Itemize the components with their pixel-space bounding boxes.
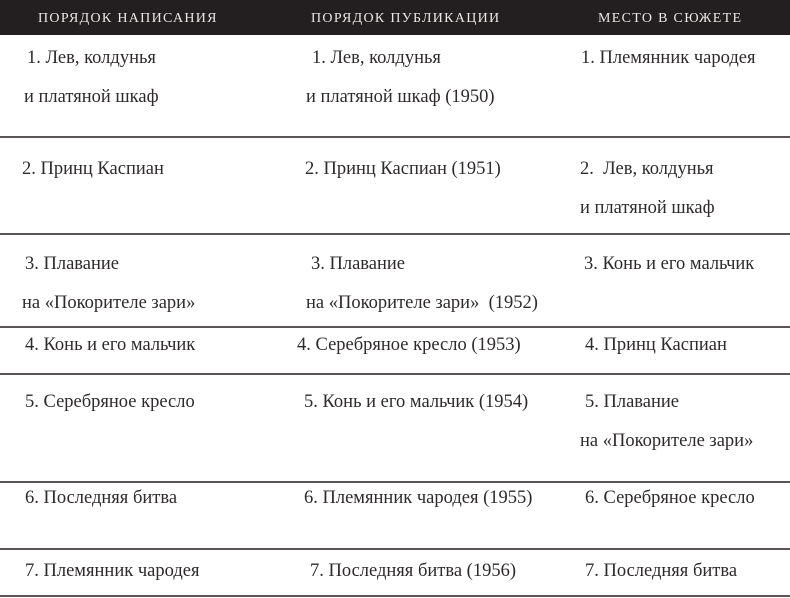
cell-line: 3. Конь и его мальчик: [584, 254, 755, 274]
cell-line: 4. Серебряное кресло (1953): [297, 335, 521, 355]
cell-writing-order: [22, 249, 195, 327]
table-row: [0, 35, 790, 138]
cell-writing-order: [24, 43, 159, 121]
cell-publication-order: [304, 387, 528, 426]
cell-line: 6. Серебряное кресло: [585, 488, 755, 508]
cell-line: на «Покорителе зари»: [22, 293, 196, 313]
cell-line: 2. Принц Каспиан (1951): [305, 159, 501, 179]
cell-line: 7. Последняя битва (1956): [310, 561, 516, 581]
cell-line: на «Покорителе зари» (1952): [306, 293, 538, 313]
cell-line: 5. Конь и его мальчик (1954): [304, 392, 529, 412]
table-header: [0, 0, 790, 35]
cell-story-order: [584, 249, 754, 288]
cell-line: 2. Принц Каспиан: [22, 159, 164, 179]
cell-publication-order: [305, 154, 501, 193]
cell-line: 6. Последняя битва: [25, 488, 178, 508]
cell-writing-order: [25, 330, 195, 369]
table-row: [0, 550, 790, 597]
cell-writing-order: [25, 483, 177, 522]
cell-story-order: [580, 154, 715, 232]
table-row: [0, 483, 790, 550]
cell-publication-order: [304, 483, 532, 522]
cell-story-order: [585, 556, 737, 595]
cell-line: 7. Последняя битва: [585, 561, 738, 581]
cell-story-order: [585, 483, 755, 522]
column-header-writing-order: ПОРЯДОК НАПИСАНИЯ: [38, 11, 218, 26]
cell-line: и платяной шкаф (1950): [306, 87, 495, 107]
cell-writing-order: [22, 154, 164, 193]
table-row: [0, 138, 790, 235]
column-header-story-order: МЕСТО В СЮЖЕТЕ: [598, 11, 743, 26]
table-row: [0, 328, 790, 375]
cell-publication-order: [310, 556, 516, 595]
cell-line: 4. Конь и его мальчик: [25, 335, 196, 355]
cell-line: и платяной шкаф: [24, 87, 159, 107]
cell-publication-order: [306, 249, 538, 327]
cell-line: 5. Плавание: [585, 392, 680, 412]
column-header-publication-order: ПОРЯДОК ПУБЛИКАЦИИ: [311, 11, 501, 26]
table-row: [0, 375, 790, 483]
cell-story-order: [580, 387, 753, 465]
cell-line: 1. Лев, колдунья: [27, 48, 156, 68]
cell-line: 5. Серебряное кресло: [25, 392, 195, 412]
cell-line: 6. Племянник чародея (1955): [304, 488, 533, 508]
cell-story-order: [585, 330, 727, 369]
cell-line: 1. Племянник чародея: [581, 48, 756, 68]
cell-line: 4. Принц Каспиан: [585, 335, 727, 355]
cell-line: 3. Плавание: [311, 254, 406, 274]
cell-publication-order: [297, 330, 521, 369]
cell-publication-order: [306, 43, 495, 121]
cell-line: 7. Племянник чародея: [25, 561, 200, 581]
cell-line: 1. Лев, колдунья: [312, 48, 441, 68]
table-row: [0, 235, 790, 328]
cell-line: 3. Плавание: [25, 254, 120, 274]
cell-line: на «Покорителе зари»: [580, 431, 754, 451]
cell-writing-order: [25, 387, 195, 426]
cell-story-order: [581, 43, 755, 82]
cell-line: 2. Лев, колдунья: [580, 159, 714, 179]
cell-line: и платяной шкаф: [580, 198, 715, 218]
cell-writing-order: [25, 556, 199, 595]
